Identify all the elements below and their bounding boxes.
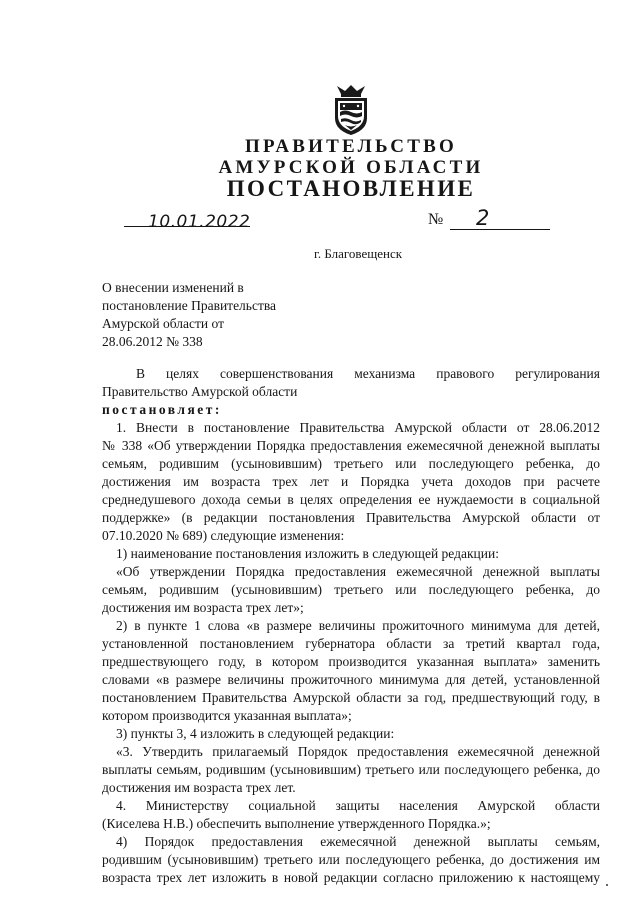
body-line: В целях совершенствования механизма правового регулирования xyxy=(136,366,600,381)
body-line: «Об утверждении Порядка предоставления ежемесячной денежной выплаты xyxy=(116,564,600,579)
subject-block xyxy=(102,279,276,351)
body-line: поддержке» (в редакции постановления Правительства Амурской области от xyxy=(102,510,600,525)
document-type-title: ПОСТАНОВЛЕНИЕ xyxy=(226,176,476,201)
number-underline xyxy=(450,229,550,230)
body-line: (Киселева Н.В.) обеспечить выполнение утвержденного Порядка.»; xyxy=(102,816,491,831)
subject-line: Амурской области от xyxy=(102,316,224,331)
body-line: возраста трех лет изложить в новой редакции согласно приложению к настоящему xyxy=(102,870,600,885)
body-line: достижения им возраста трех лет и Порядка учета доходов при расчете xyxy=(102,474,600,489)
decree-verb: постановляет: xyxy=(102,402,222,417)
handwritten-number: 2 xyxy=(476,206,490,230)
government-title-line1: ПРАВИТЕЛЬСТВО xyxy=(245,136,457,157)
subject-line: О внесении изменений в xyxy=(102,280,244,295)
body-line: 4) Порядок предоставления ежемесячной денежной выплаты семьям, xyxy=(116,834,600,849)
decree-body xyxy=(102,365,600,887)
body-line: 2) в пункте 1 слова «в размере величины прожиточного минимума для детей, xyxy=(116,618,600,633)
body-line: «3. Утвердить прилагаемый Порядок предоставления ежемесячной денежной xyxy=(116,744,600,759)
city-label: г. Благовещенск xyxy=(314,246,403,261)
body-line: семьям, родившим (усыновившим) третьего или последующего ребенка, до xyxy=(102,456,600,471)
body-line: установленной постановлением губернатора области за третий квартал года, xyxy=(102,636,600,651)
scan-speck xyxy=(606,884,608,886)
body-line: родившим (усыновившим) третьего или последующего ребенка, до достижения им xyxy=(102,852,600,867)
body-line: достижения им возраста трех лет»; xyxy=(102,600,304,615)
body-line: котором производится указанная выплата»; xyxy=(102,708,352,723)
coat-of-arms-icon xyxy=(327,84,375,136)
body-line: 07.10.2020 № 689) следующие изменения: xyxy=(102,528,345,543)
subject-line: постановление Правительства xyxy=(102,298,277,313)
body-line: Правительство Амурской области xyxy=(102,384,298,399)
body-line: предшествующего году, в котором производится указанная выплата» заменить xyxy=(102,654,600,669)
subject-line: 28.06.2012 № 338 xyxy=(102,334,203,349)
handwritten-date: 10.01.2022 xyxy=(148,212,251,232)
body-line: № 338 «Об утверждении Порядка предоставления ежемесячной денежной выплаты xyxy=(102,438,600,453)
government-title-line2: АМУРСКОЙ ОБЛАСТИ xyxy=(218,157,484,178)
body-line: 1) наименование постановления изложить в следующей редакции: xyxy=(116,546,499,561)
body-line: словами «в размере величины прожиточного минимума для детей, установленной xyxy=(102,672,600,687)
date-underline xyxy=(124,226,250,227)
body-line: 1. Внести в постановление Правительства Амурской области от 28.06.2012 xyxy=(116,420,600,435)
body-line: достижения им возраста трех лет. xyxy=(102,780,296,795)
body-line: среднедушевого дохода семьи в целях определения ее нуждаемости в социальной xyxy=(102,492,600,507)
number-sign: № xyxy=(428,211,444,228)
body-line: выплаты семьям, родившим (усыновившим) третьего или последующего ребенка, до xyxy=(102,762,600,777)
body-line: семьям, родившим (усыновившим) третьего или последующего ребенка, до xyxy=(102,582,600,597)
body-line: 4. Министерству социальной защиты населения Амурской области xyxy=(116,798,600,813)
body-line: 3) пункты 3, 4 изложить в следующей редакции: xyxy=(116,726,395,741)
body-line: постановлением Правительства Амурской области за год, предшествующий году, в xyxy=(102,690,600,705)
